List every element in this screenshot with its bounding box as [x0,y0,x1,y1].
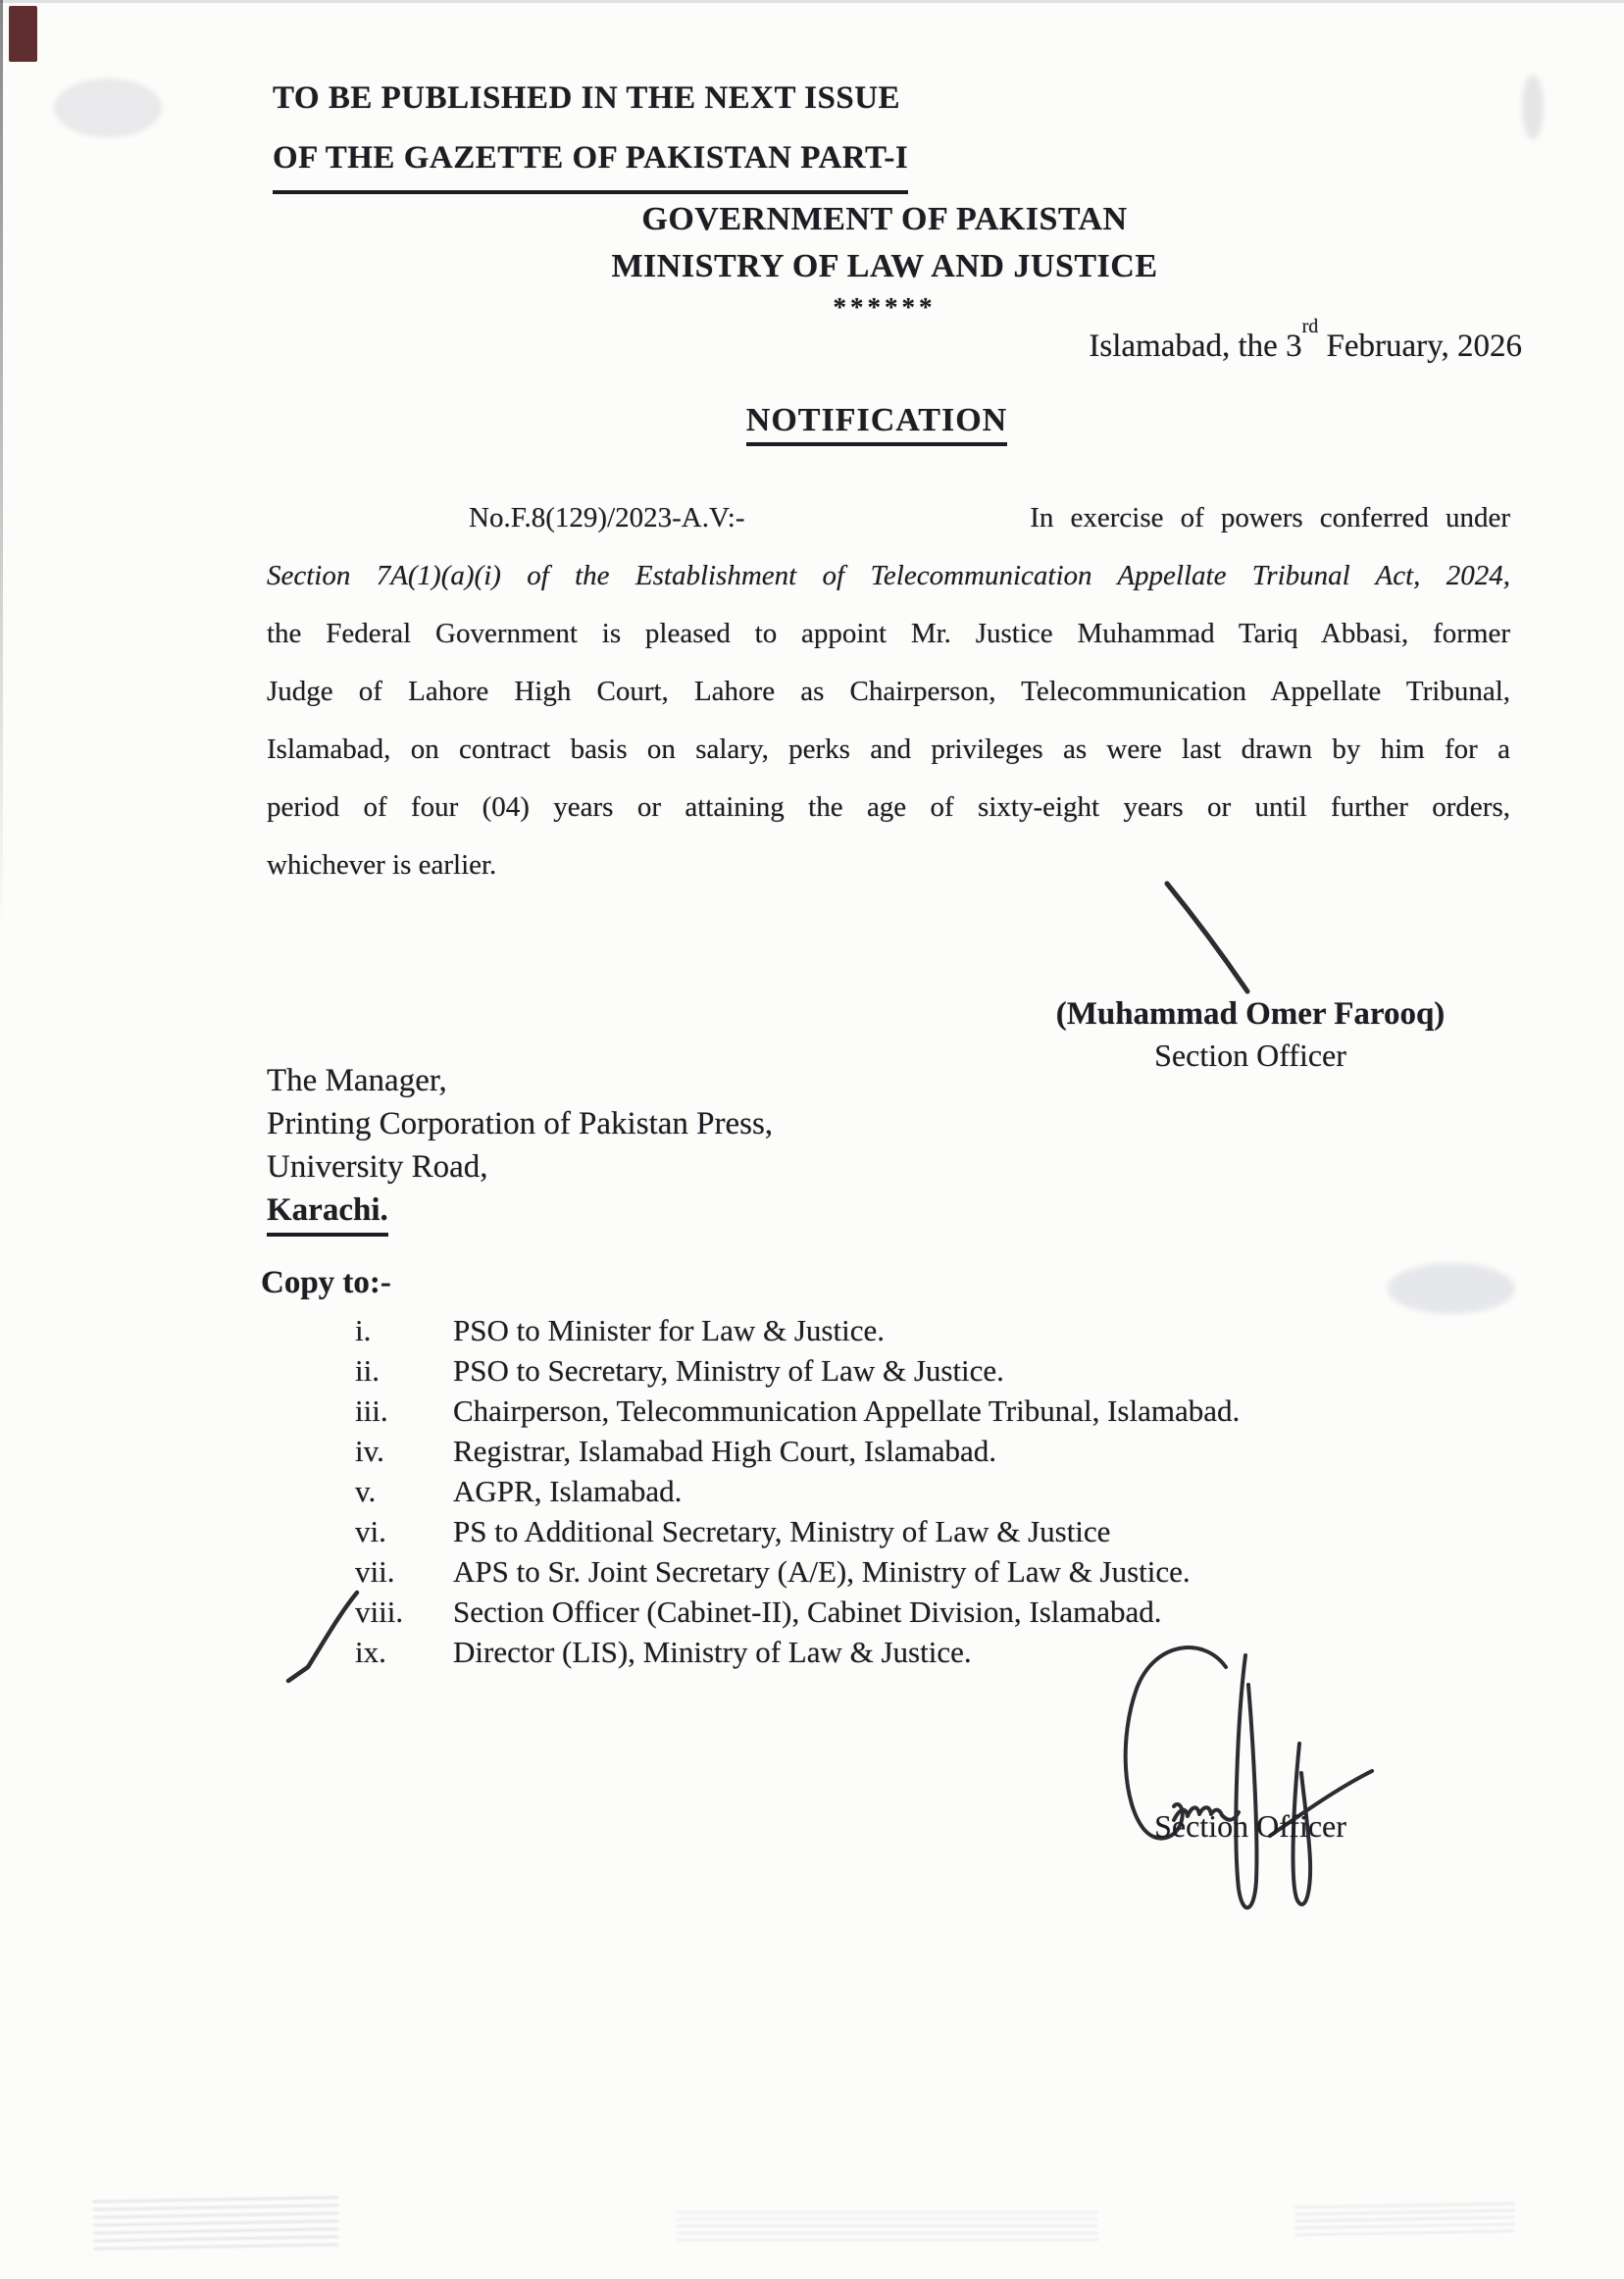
copy-item-numeral: v. [355,1474,377,1508]
copy-list [355,1310,1240,1672]
body-line-4: Judge of Lahore High Court, Lahore as Chairperson, Telecommunication Appellate Tribunal, [267,676,1510,707]
copy-item-numeral: i. [355,1313,372,1347]
signatory-name: (Muhammad Omer Farooq) [1055,996,1446,1032]
copy-item-text: PSO to Minister for Law & Justice. [453,1313,885,1347]
copy-item-text: PS to Additional Secretary, Ministry of Law & Justice [453,1514,1111,1548]
copy-item-numeral: viii. [355,1595,404,1629]
copy-item [355,1471,1240,1511]
scan-streak [677,2211,1098,2245]
signature-stroke-icon [1159,879,1267,1001]
scan-smudge [1388,1263,1515,1314]
signature-scribble-icon [1093,1628,1388,1932]
government-line: GOVERNMENT OF PAKISTAN [641,201,1128,237]
copy-item [355,1431,1240,1471]
addressee-line3: University Road, [267,1149,488,1185]
copy-item [355,1551,1240,1592]
scan-smudge [54,78,162,137]
copy-item-numeral: ix. [355,1635,386,1669]
copy-item-numeral: iv. [355,1434,384,1468]
publish-header-line1: TO BE PUBLISHED IN THE NEXT ISSUE [273,80,901,116]
scan-edge-line [0,0,3,932]
copy-item-text: PSO to Secretary, Ministry of Law & Justice. [453,1353,1004,1388]
copy-item [355,1391,1240,1431]
dateline-prefix: Islamabad, the 3 [1089,329,1302,364]
copy-to-heading: Copy to:- [261,1265,391,1300]
addressee-line1: The Manager, [267,1063,447,1098]
copy-item-text: Chairperson, Telecommunication Appellate Tribunal, Islamabad. [453,1393,1241,1428]
copy-item [355,1592,1240,1632]
dateline [981,316,1522,365]
ministry-line: MINISTRY OF LAW AND JUSTICE [611,248,1158,284]
body-line-2: Section 7A(1)(a)(i) of the Establishment of Telecommunication Appellate Tribunal Act, 2024, [267,560,1510,591]
scan-smudge [1522,75,1544,139]
bottom-signatory-title: Section Officer [1154,1808,1346,1844]
copy-item-numeral: vii. [355,1554,395,1589]
copy-item [355,1511,1240,1551]
signatory-title: Section Officer [1154,1038,1346,1073]
body-line-6: period of four (04) years or attaining the age of sixty-eight years or until further orders, [267,791,1510,823]
addressee-city: Karachi. [267,1189,388,1237]
addressee-line2: Printing Corporation of Pakistan Press, [267,1106,774,1141]
copy-item-text: Director (LIS), Ministry of Law & Justice. [453,1635,972,1669]
copy-item-text: Registrar, Islamabad High Court, Islamabad. [453,1434,997,1468]
copy-item-text: Section Officer (Cabinet-II), Cabinet Division, Islamabad. [453,1595,1162,1629]
copy-item-text: AGPR, Islamabad. [453,1474,683,1508]
scan-corner-mark [9,6,37,62]
letterhead [541,196,1228,322]
dateline-ordinal: rd [1301,316,1319,337]
copy-item-numeral: vi. [355,1514,386,1548]
copy-item-text: APS to Sr. Joint Secretary (A/E), Ministry of Law & Justice. [453,1554,1191,1589]
body-line-7: whichever is earlier. [267,849,497,881]
addressee-block [267,1059,773,1237]
body-line-1-text: In exercise of powers conferred under [1030,502,1510,533]
dateline-suffix: February, 2026 [1318,329,1522,364]
scan-streak [1294,2203,1516,2240]
body-line-5: Islamabad, on contract basis on salary, perks and privileges as were last drawn by him for a [267,734,1510,765]
scan-top-edge [0,0,1624,3]
copy-item-numeral: ii. [355,1353,380,1388]
signature-block [1035,994,1466,1075]
reference-number: No.F.8(129)/2023-A.V:- [469,502,745,533]
body-line-3: the Federal Government is pleased to appoint Mr. Justice Muhammad Tariq Abbasi, former [267,618,1510,649]
publish-header [273,69,908,194]
body-line-1 [267,498,1510,537]
scan-streak [93,2197,339,2254]
copy-item [355,1350,1240,1391]
notification-title: NOTIFICATION [681,402,1073,446]
star-divider: ****** [833,292,937,322]
checkmark-icon [279,1583,377,1687]
copy-item [355,1310,1240,1350]
publish-header-line2: OF THE GAZETTE OF PAKISTAN PART-I [273,128,908,194]
copy-item-numeral: iii. [355,1393,388,1428]
